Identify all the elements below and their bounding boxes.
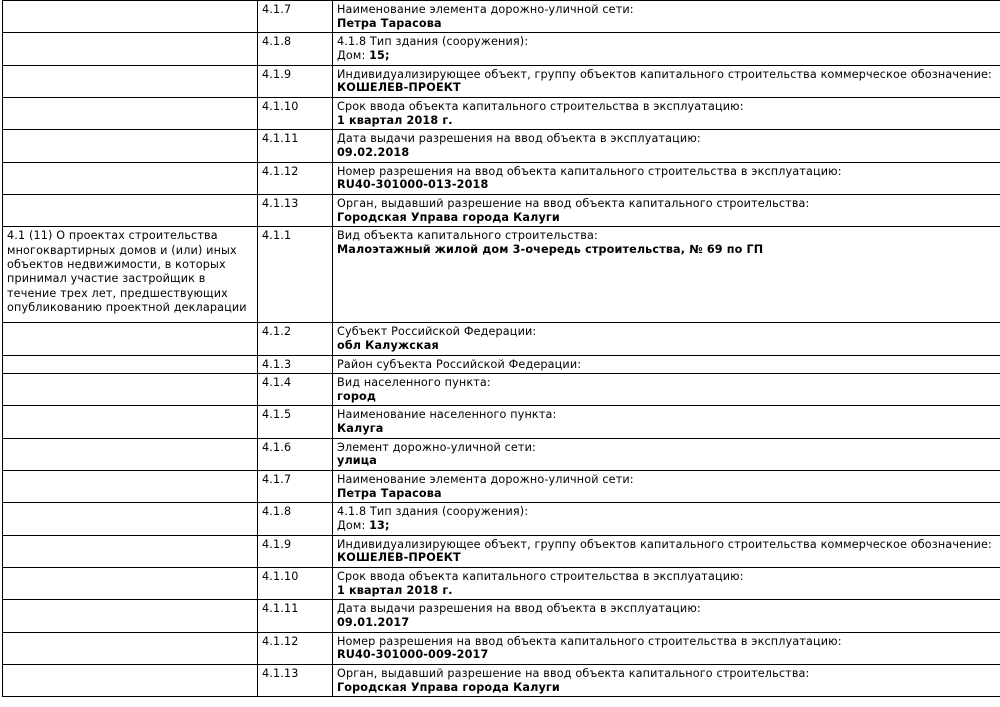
row-code: 4.1.5 — [262, 408, 292, 422]
table-row — [3, 355, 1000, 374]
table-row — [3, 323, 1000, 355]
row-value: КОШЕЛЕВ-ПРОЕКТ — [337, 81, 461, 95]
row-label: Наименование элемента дорожно-уличной сети: — [337, 473, 634, 487]
row-value-cell — [333, 194, 1000, 226]
row-left-cell — [3, 130, 258, 162]
row-value-cell — [333, 97, 1000, 129]
row-value-cell — [333, 503, 1000, 535]
row-code-cell — [258, 471, 333, 503]
row-code-cell — [258, 97, 333, 129]
row-code-cell — [258, 664, 333, 696]
row-label: Субъект Российской Федерации: — [337, 325, 537, 339]
row-value-cell — [333, 406, 1000, 438]
row-code-cell — [258, 65, 333, 97]
row-code-cell — [258, 227, 333, 323]
section-header-text: 4.1 (11) О проектах строительства многоквартирных домов и (или) иных объектов недвижимости, в которых принимал участие застройщик в течение трех лет, предшествующих опубликованию проектной декларации — [7, 229, 247, 314]
table-row — [3, 406, 1000, 438]
table-row — [3, 535, 1000, 567]
table-row — [3, 664, 1000, 696]
row-code-cell — [258, 162, 333, 194]
row-code-cell — [258, 355, 333, 374]
row-value-cell — [333, 535, 1000, 567]
row-code: 4.1.8 — [262, 35, 292, 49]
row-value: Дом: 13; — [337, 519, 390, 533]
row-label: 4.1.8 Тип здания (сооружения): — [337, 35, 529, 49]
row-code: 4.1.11 — [262, 602, 299, 616]
row-code-cell — [258, 632, 333, 664]
table-row — [3, 632, 1000, 664]
row-label: Вид населенного пункта: — [337, 376, 491, 390]
row-value-cell — [333, 130, 1000, 162]
row-value-cell — [333, 568, 1000, 600]
table-row — [3, 227, 1000, 323]
row-label: 4.1.8 Тип здания (сооружения): — [337, 505, 529, 519]
row-code-cell — [258, 194, 333, 226]
table-row — [3, 1, 1000, 33]
row-left-cell — [3, 503, 258, 535]
row-value-cell — [333, 323, 1000, 355]
row-label: Орган, выдавший разрешение на ввод объекта капитального строительства: — [337, 666, 810, 680]
row-value-cell — [333, 664, 1000, 696]
row-code: 4.1.6 — [262, 440, 292, 454]
row-code: 4.1.8 — [262, 505, 292, 519]
row-code-cell — [258, 1, 333, 33]
row-left-cell — [3, 632, 258, 664]
row-code: 4.1.4 — [262, 376, 292, 390]
row-value-cell — [333, 1, 1000, 33]
row-value-cell — [333, 438, 1000, 470]
row-code: 4.1.7 — [262, 3, 292, 16]
row-value-cell — [333, 632, 1000, 664]
table-row — [3, 503, 1000, 535]
row-code-cell — [258, 438, 333, 470]
table-row — [3, 194, 1000, 226]
row-value: 1 квартал 2018 г. — [337, 113, 453, 127]
row-code: 4.1.7 — [262, 473, 292, 487]
row-label: Дата выдачи разрешения на ввод объекта в эксплуатацию: — [337, 132, 701, 146]
table-row — [3, 374, 1000, 406]
row-value: 09.02.2018 — [337, 145, 410, 159]
row-left-cell — [3, 323, 258, 355]
row-value: обл Калужская — [337, 338, 439, 352]
row-code: 4.1.9 — [262, 537, 292, 551]
row-value: КОШЕЛЕВ-ПРОЕКТ — [337, 551, 461, 565]
table-row — [3, 438, 1000, 470]
row-left-cell — [3, 194, 258, 226]
row-value-cell — [333, 355, 1000, 374]
row-code-cell — [258, 535, 333, 567]
row-left-cell — [3, 406, 258, 438]
row-label: Орган, выдавший разрешение на ввод объекта капитального строительства: — [337, 196, 810, 210]
row-code-cell — [258, 323, 333, 355]
row-code: 4.1.10 — [262, 570, 299, 584]
row-label: Срок ввода объекта капитального строительства в эксплуатацию: — [337, 570, 744, 584]
row-value: Петра Тарасова — [337, 486, 442, 500]
table-row — [3, 162, 1000, 194]
row-label: Вид объекта капитального строительства: — [337, 229, 598, 243]
row-label: Срок ввода объекта капитального строительства в эксплуатацию: — [337, 99, 744, 113]
table-row — [3, 33, 1000, 65]
row-label: Элемент дорожно-уличной сети: — [337, 440, 536, 454]
row-value: RU40-301000-013-2018 — [337, 178, 489, 192]
row-code: 4.1.13 — [262, 666, 299, 680]
row-label: Номер разрешения на ввод объекта капитального строительства в эксплуатацию: — [337, 634, 842, 648]
row-left-cell — [3, 535, 258, 567]
row-code: 4.1.9 — [262, 67, 292, 81]
row-left-cell — [3, 97, 258, 129]
table-row — [3, 471, 1000, 503]
row-value: 1 квартал 2018 г. — [337, 583, 453, 597]
row-code: 4.1.1 — [262, 229, 292, 243]
row-label: Индивидуализирующее объект, группу объектов капитального строительства коммерческое обозначение: — [337, 537, 992, 551]
row-code: 4.1.12 — [262, 164, 299, 178]
row-label: Наименование населенного пункта: — [337, 408, 557, 422]
table-body — [3, 1, 1000, 697]
row-left-cell — [3, 664, 258, 696]
table-row — [3, 97, 1000, 129]
row-left-cell — [3, 355, 258, 374]
row-label: Дата выдачи разрешения на ввод объекта в эксплуатацию: — [337, 602, 701, 616]
table-row — [3, 600, 1000, 632]
row-code: 4.1.2 — [262, 325, 292, 339]
table-row — [3, 130, 1000, 162]
table-row — [3, 65, 1000, 97]
row-code-cell — [258, 568, 333, 600]
row-value-cell — [333, 374, 1000, 406]
row-value-cell — [333, 65, 1000, 97]
row-left-cell — [3, 162, 258, 194]
row-code: 4.1.11 — [262, 132, 299, 146]
row-label: Номер разрешения на ввод объекта капитального строительства в эксплуатацию: — [337, 164, 842, 178]
row-left-cell — [3, 438, 258, 470]
table-row — [3, 568, 1000, 600]
declaration-table — [2, 0, 1000, 697]
row-code: 4.1.10 — [262, 99, 299, 113]
row-left-cell — [3, 33, 258, 65]
row-code-cell — [258, 406, 333, 438]
row-label: Наименование элемента дорожно-уличной сети: — [337, 3, 634, 16]
row-value-cell — [333, 162, 1000, 194]
row-value: RU40-301000-009-2017 — [337, 648, 489, 662]
row-code-cell — [258, 33, 333, 65]
row-value-cell — [333, 600, 1000, 632]
row-left-cell — [3, 568, 258, 600]
row-value: Малоэтажный жилой дом 3-очередь строительства, № 69 по ГП — [337, 242, 764, 256]
row-left-cell — [3, 1, 258, 33]
section-header-cell — [3, 227, 258, 323]
row-code-cell — [258, 130, 333, 162]
row-value-cell — [333, 227, 1000, 323]
row-value: Дом: 15; — [337, 48, 390, 62]
row-code: 4.1.12 — [262, 634, 299, 648]
row-left-cell — [3, 65, 258, 97]
row-left-cell — [3, 374, 258, 406]
row-value: город — [337, 389, 377, 403]
row-left-cell — [3, 600, 258, 632]
row-code-cell — [258, 600, 333, 632]
row-value-cell — [333, 471, 1000, 503]
row-label: Индивидуализирующее объект, группу объектов капитального строительства коммерческое обозначение: — [337, 67, 992, 81]
row-value: Калуга — [337, 422, 384, 436]
row-code: 4.1.13 — [262, 196, 299, 210]
row-value: Городская Управа города Калуги — [337, 210, 560, 224]
row-code-cell — [258, 374, 333, 406]
row-value: 09.01.2017 — [337, 616, 410, 629]
row-label: Район субъекта Российской Федерации: — [337, 357, 582, 371]
row-left-cell — [3, 471, 258, 503]
row-code-cell — [258, 503, 333, 535]
row-value-cell — [333, 33, 1000, 65]
row-code: 4.1.3 — [262, 357, 292, 371]
row-value: Городская Управа города Калуги — [337, 680, 560, 694]
row-value: улица — [337, 454, 377, 468]
row-value: Петра Тарасова — [337, 16, 442, 30]
